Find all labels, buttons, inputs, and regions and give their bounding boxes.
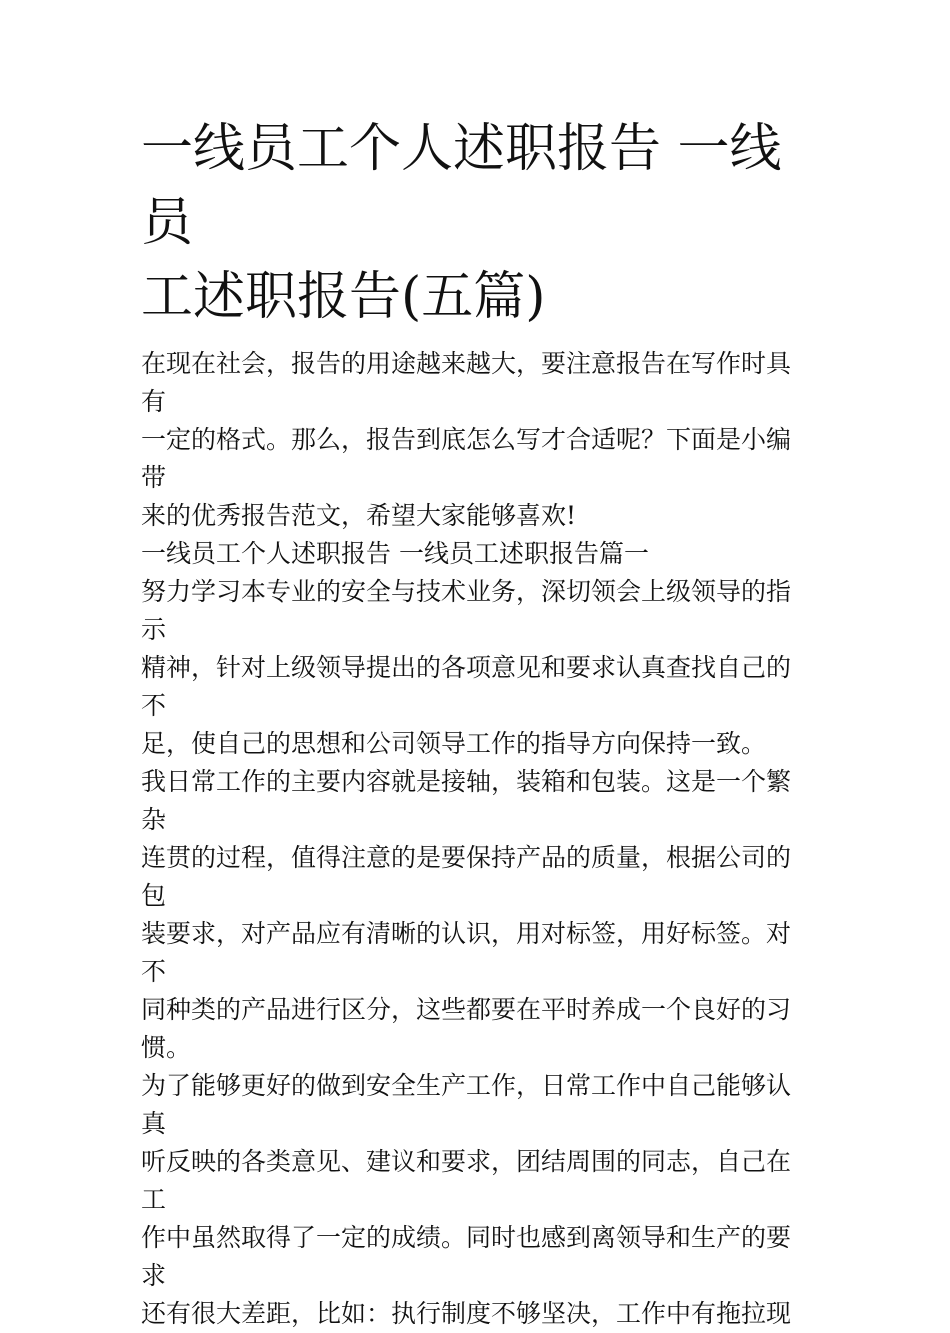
text-line: 听反映的各类意见、建议和要求，团结周围的同志，自己在工 [141, 1147, 792, 1214]
text-line: 努力学习本专业的安全与技术业务，深切领会上级领导的指示 [141, 577, 792, 644]
body-paragraph [141, 573, 813, 763]
text-line: 为了能够更好的做到安全生产工作，日常工作中自己能够认真 [141, 1071, 792, 1138]
title-line: 工述职报告(五篇) [141, 267, 546, 327]
text-line: 同种类的产品进行区分，这些都要在平时养成一个良好的习 [141, 995, 792, 1024]
text-line: 我日常工作的主要内容就是接轴，装箱和包装。这是一个繁杂 [141, 767, 792, 834]
text-line: 连贯的过程，值得注意的是要保持产品的质量，根据公司的包 [141, 843, 792, 910]
intro-paragraph [141, 345, 813, 535]
text-line: 一线员工个人述职报告 一线员工述职报告篇一 [141, 539, 649, 568]
text-line: 作中虽然取得了一定的成绩。同时也感到离领导和生产的要求 [141, 1223, 792, 1290]
body-paragraph [141, 763, 813, 1067]
text-line: 来的优秀报告范文，希望大家能够喜欢! [141, 501, 577, 530]
text-line: 一定的格式。那么，报告到底怎么写才合适呢？下面是小编带 [141, 425, 792, 492]
text-line: 精神，针对上级领导提出的各项意见和要求认真查找自己的不 [141, 653, 792, 720]
text-line: 足，使自己的思想和公司领导工作的指导方向保持一致。 [141, 729, 767, 758]
body-paragraph [141, 1067, 813, 1333]
document-body [141, 112, 813, 1333]
title-line: 一线员工个人述职报告 一线员 [141, 119, 782, 253]
text-line: 还有很大差距，比如：执行制度不够坚决，工作中有拖拉现 [141, 1299, 792, 1328]
text-line: 惯。 [141, 1033, 192, 1062]
text-line: 在现在社会，报告的用途越来越大，要注意报告在写作时具有 [141, 349, 792, 416]
text-line: 装要求，对产品应有清晰的认识，用对标签，用好标签。对不 [141, 919, 792, 986]
document-title [141, 112, 813, 334]
section-heading [141, 535, 813, 573]
